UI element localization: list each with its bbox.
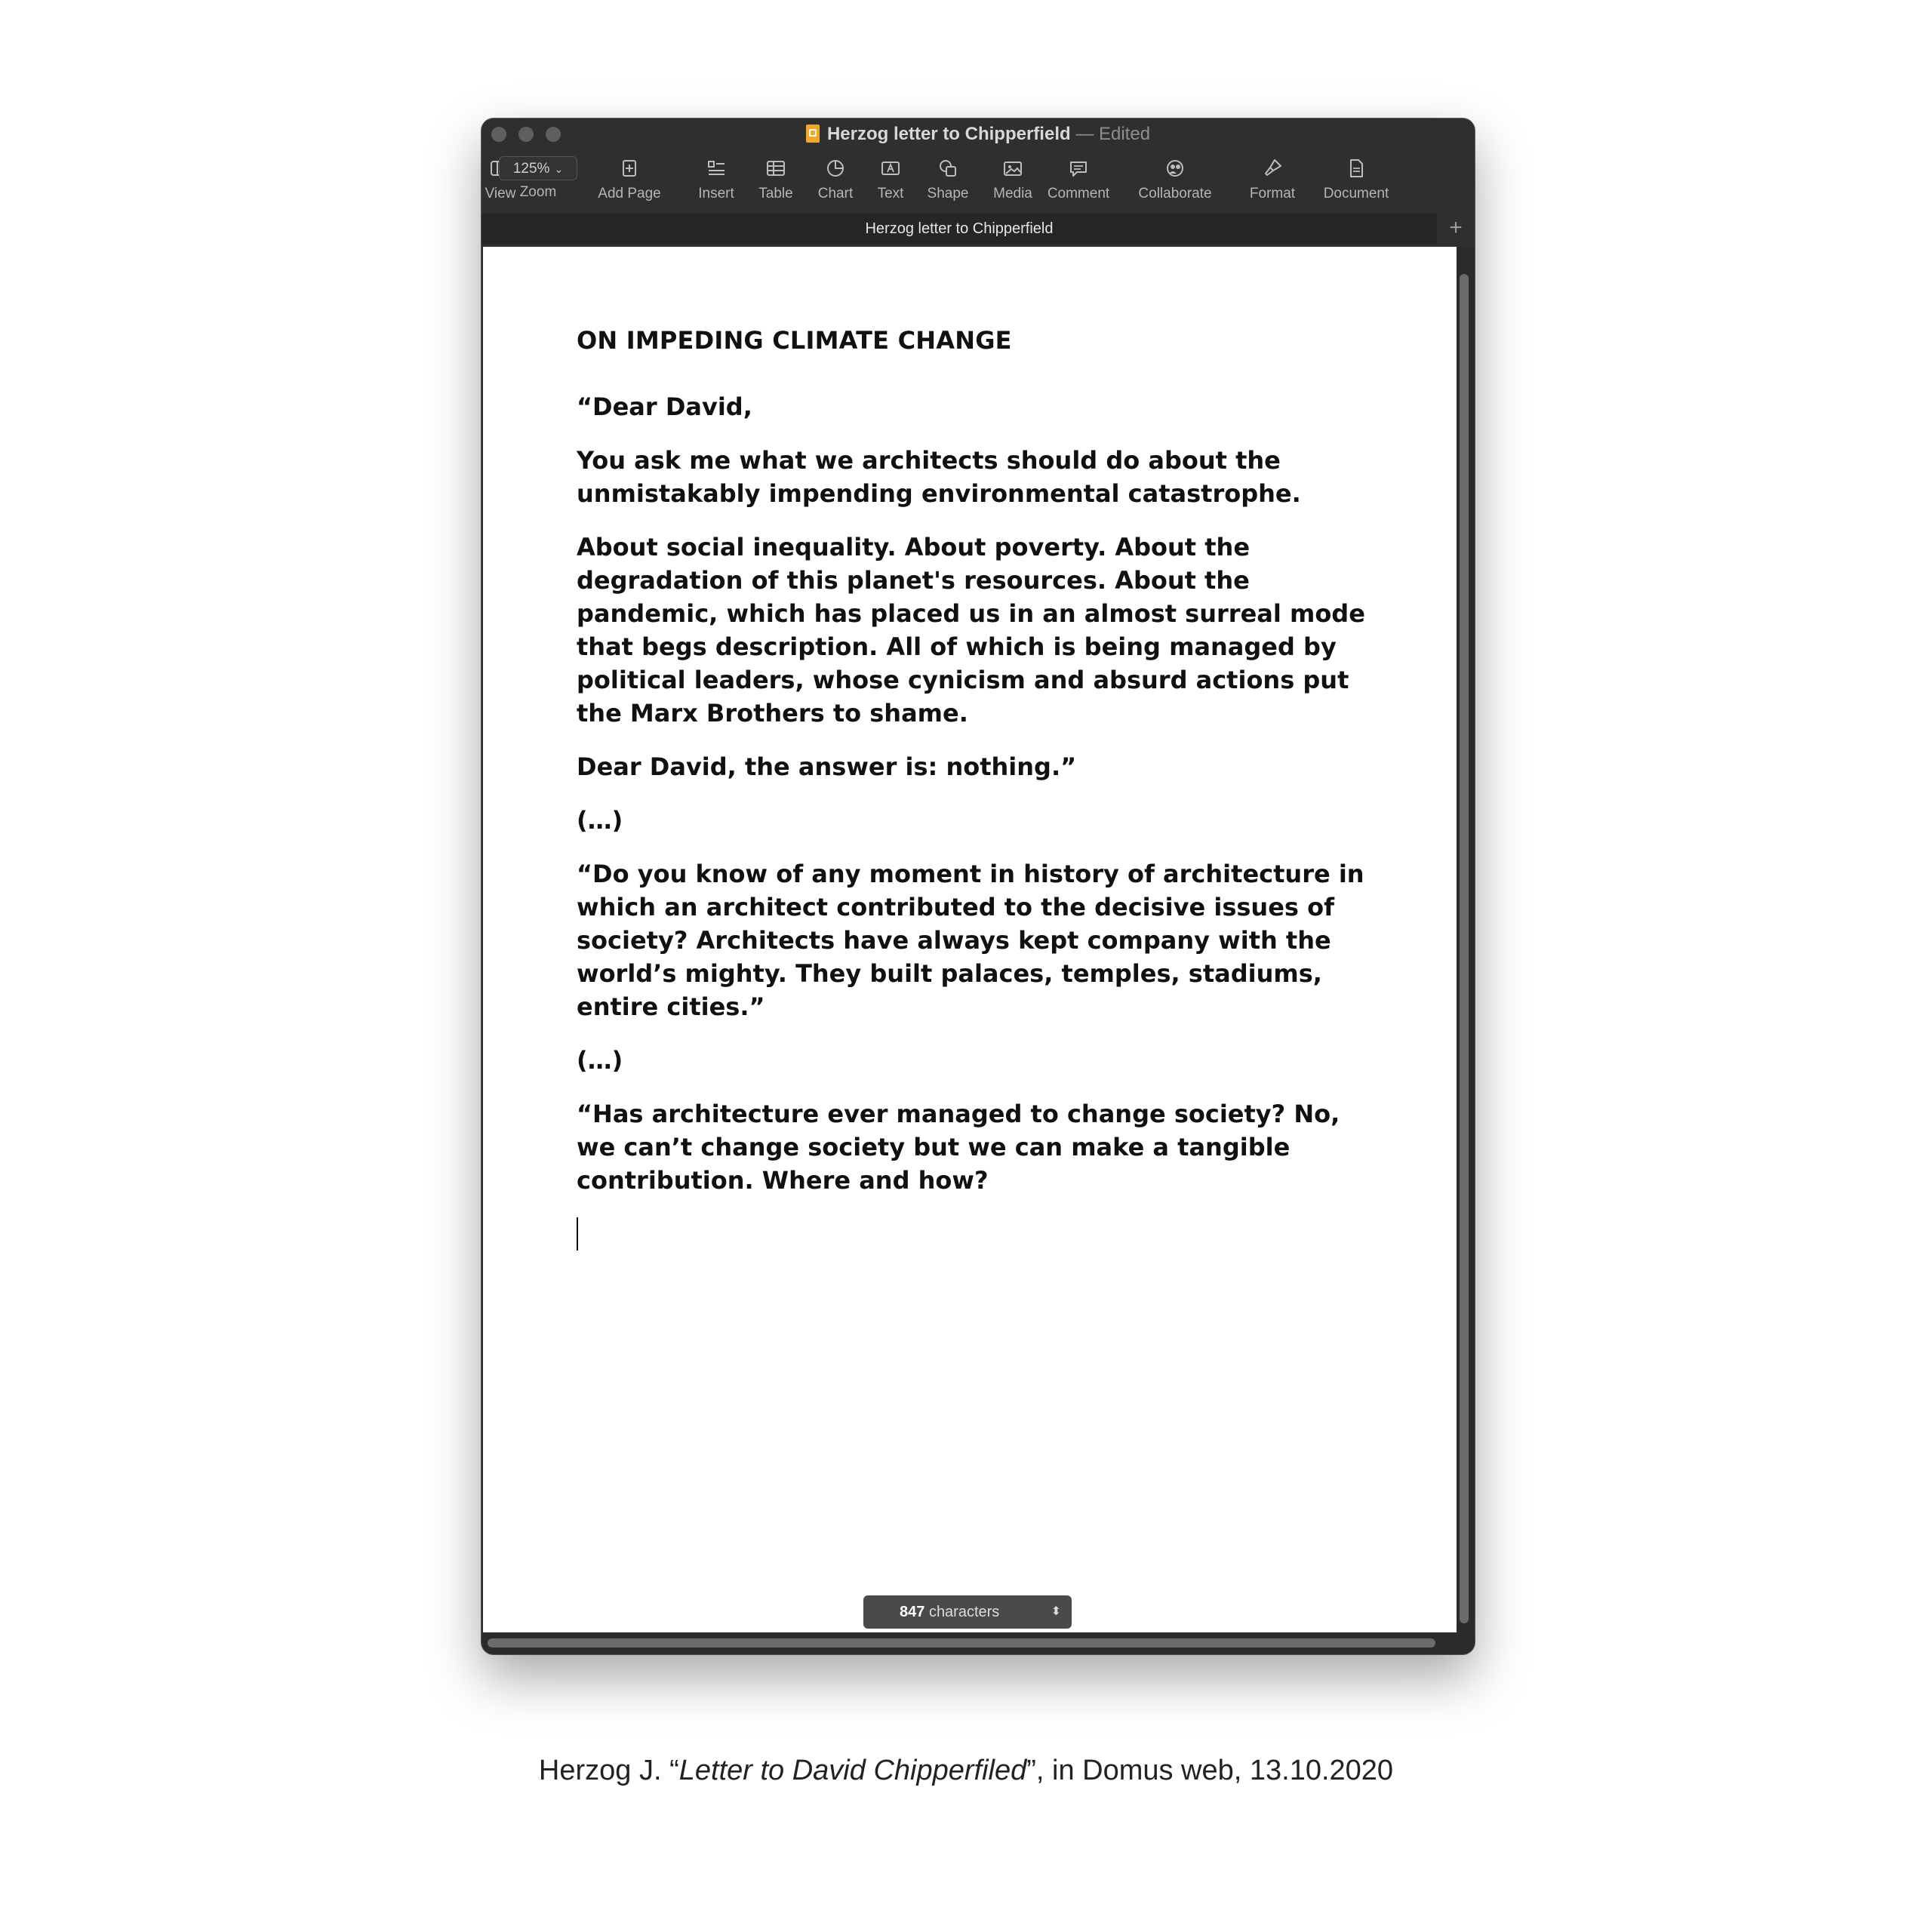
paragraph: (…): [577, 1046, 623, 1075]
toolbar-comment-label: Comment: [1047, 186, 1110, 202]
paragraph: “Has architecture ever managed to change society? No, we can’t change society but we can make a tangible contribution. Where and how?: [577, 1100, 1340, 1195]
toolbar-media-label: Media: [993, 186, 1032, 202]
character-count: 847: [900, 1604, 925, 1620]
vertical-scrollbar[interactable]: [1460, 274, 1469, 1623]
window-title: [481, 122, 1475, 147]
paragraph: Dear David, the answer is: nothing.”: [577, 752, 1077, 781]
toolbar-text-label: Text: [877, 186, 904, 202]
app-window: [481, 118, 1475, 1654]
toolbar: [481, 155, 1475, 212]
toolbar-zoom[interactable]: [497, 155, 580, 202]
chevron-down-icon: ⌄: [554, 163, 564, 175]
document-body[interactable]: [577, 324, 1377, 1251]
source-caption: [0, 1755, 1932, 1787]
toolbar-comment[interactable]: [1037, 155, 1120, 203]
edited-status: Edited: [1098, 124, 1151, 144]
text-cursor: [577, 1217, 578, 1251]
document-icon: [1315, 155, 1398, 182]
toolbar-document[interactable]: [1315, 155, 1398, 203]
toolbar-document-label: Document: [1323, 186, 1389, 202]
up-down-chevron-icon: ⬍: [1051, 1605, 1061, 1618]
toolbar-collaborate[interactable]: [1134, 155, 1217, 203]
document-tab[interactable]: [481, 214, 1437, 244]
paragraph: “Dear David,: [577, 392, 752, 421]
zoom-select[interactable]: [499, 156, 577, 180]
toolbar-add-page-label: Add Page: [598, 186, 661, 202]
paragraph: (…): [577, 806, 623, 835]
toolbar-chart-label: Chart: [817, 186, 854, 202]
toolbar-shape-label: Shape: [927, 186, 969, 202]
paragraph: About social inequality. About poverty. About the degradation of this planet's resources. About the pandemic, which has placed us in an almost surreal mode that begs description. All of which is being managed by political leaders, whose cynicism and absurd actions put the Marx Brothers to shame.: [577, 533, 1365, 728]
word-count-button[interactable]: [863, 1595, 1072, 1629]
toolbar-add-page[interactable]: [588, 155, 671, 203]
caption-prefix: Herzog J. “: [538, 1755, 679, 1786]
toolbar-format-label: Format: [1249, 186, 1296, 202]
document-heading: ON IMPEDING CLIMATE CHANGE: [577, 326, 1012, 355]
collaborate-icon: [1134, 155, 1217, 182]
toolbar-view-label: View: [485, 186, 516, 202]
document-page[interactable]: [483, 247, 1457, 1632]
toolbar-zoom-label: Zoom: [519, 184, 557, 200]
title-separator: —: [1075, 124, 1094, 144]
paragraph: You ask me what we architects should do about the unmistakably impending environmental catastrophe.: [577, 446, 1301, 508]
toolbar-insert-label: Insert: [698, 186, 734, 202]
comment-icon: [1037, 155, 1120, 182]
zoom-value: 125%: [512, 161, 550, 177]
toolbar-table-label: Table: [758, 186, 793, 202]
pages-document-icon: [806, 125, 820, 143]
caption-title: Letter to David Chipperfiled: [678, 1755, 1027, 1786]
add-page-icon: [588, 155, 671, 182]
tab-title: Herzog letter to Chipperfield: [865, 220, 1054, 237]
format-brush-icon: [1231, 155, 1314, 182]
new-tab-button[interactable]: +: [1437, 214, 1475, 244]
window-title-text: Herzog letter to Chipperfield: [826, 124, 1071, 144]
paragraph: “Do you know of any moment in history of architecture in which an architect contributed to the decisive issues of society? Architects have always kept company with the world’s mighty. They built palaces, temples, stadiums, entire cities.”: [577, 860, 1364, 1021]
horizontal-scrollbar[interactable]: [488, 1638, 1435, 1647]
caption-suffix: ”, in Domus web, 13.10.2020: [1026, 1755, 1394, 1786]
toolbar-format[interactable]: [1231, 155, 1314, 203]
character-count-unit: characters: [928, 1604, 1000, 1620]
toolbar-collaborate-label: Collaborate: [1138, 186, 1212, 202]
